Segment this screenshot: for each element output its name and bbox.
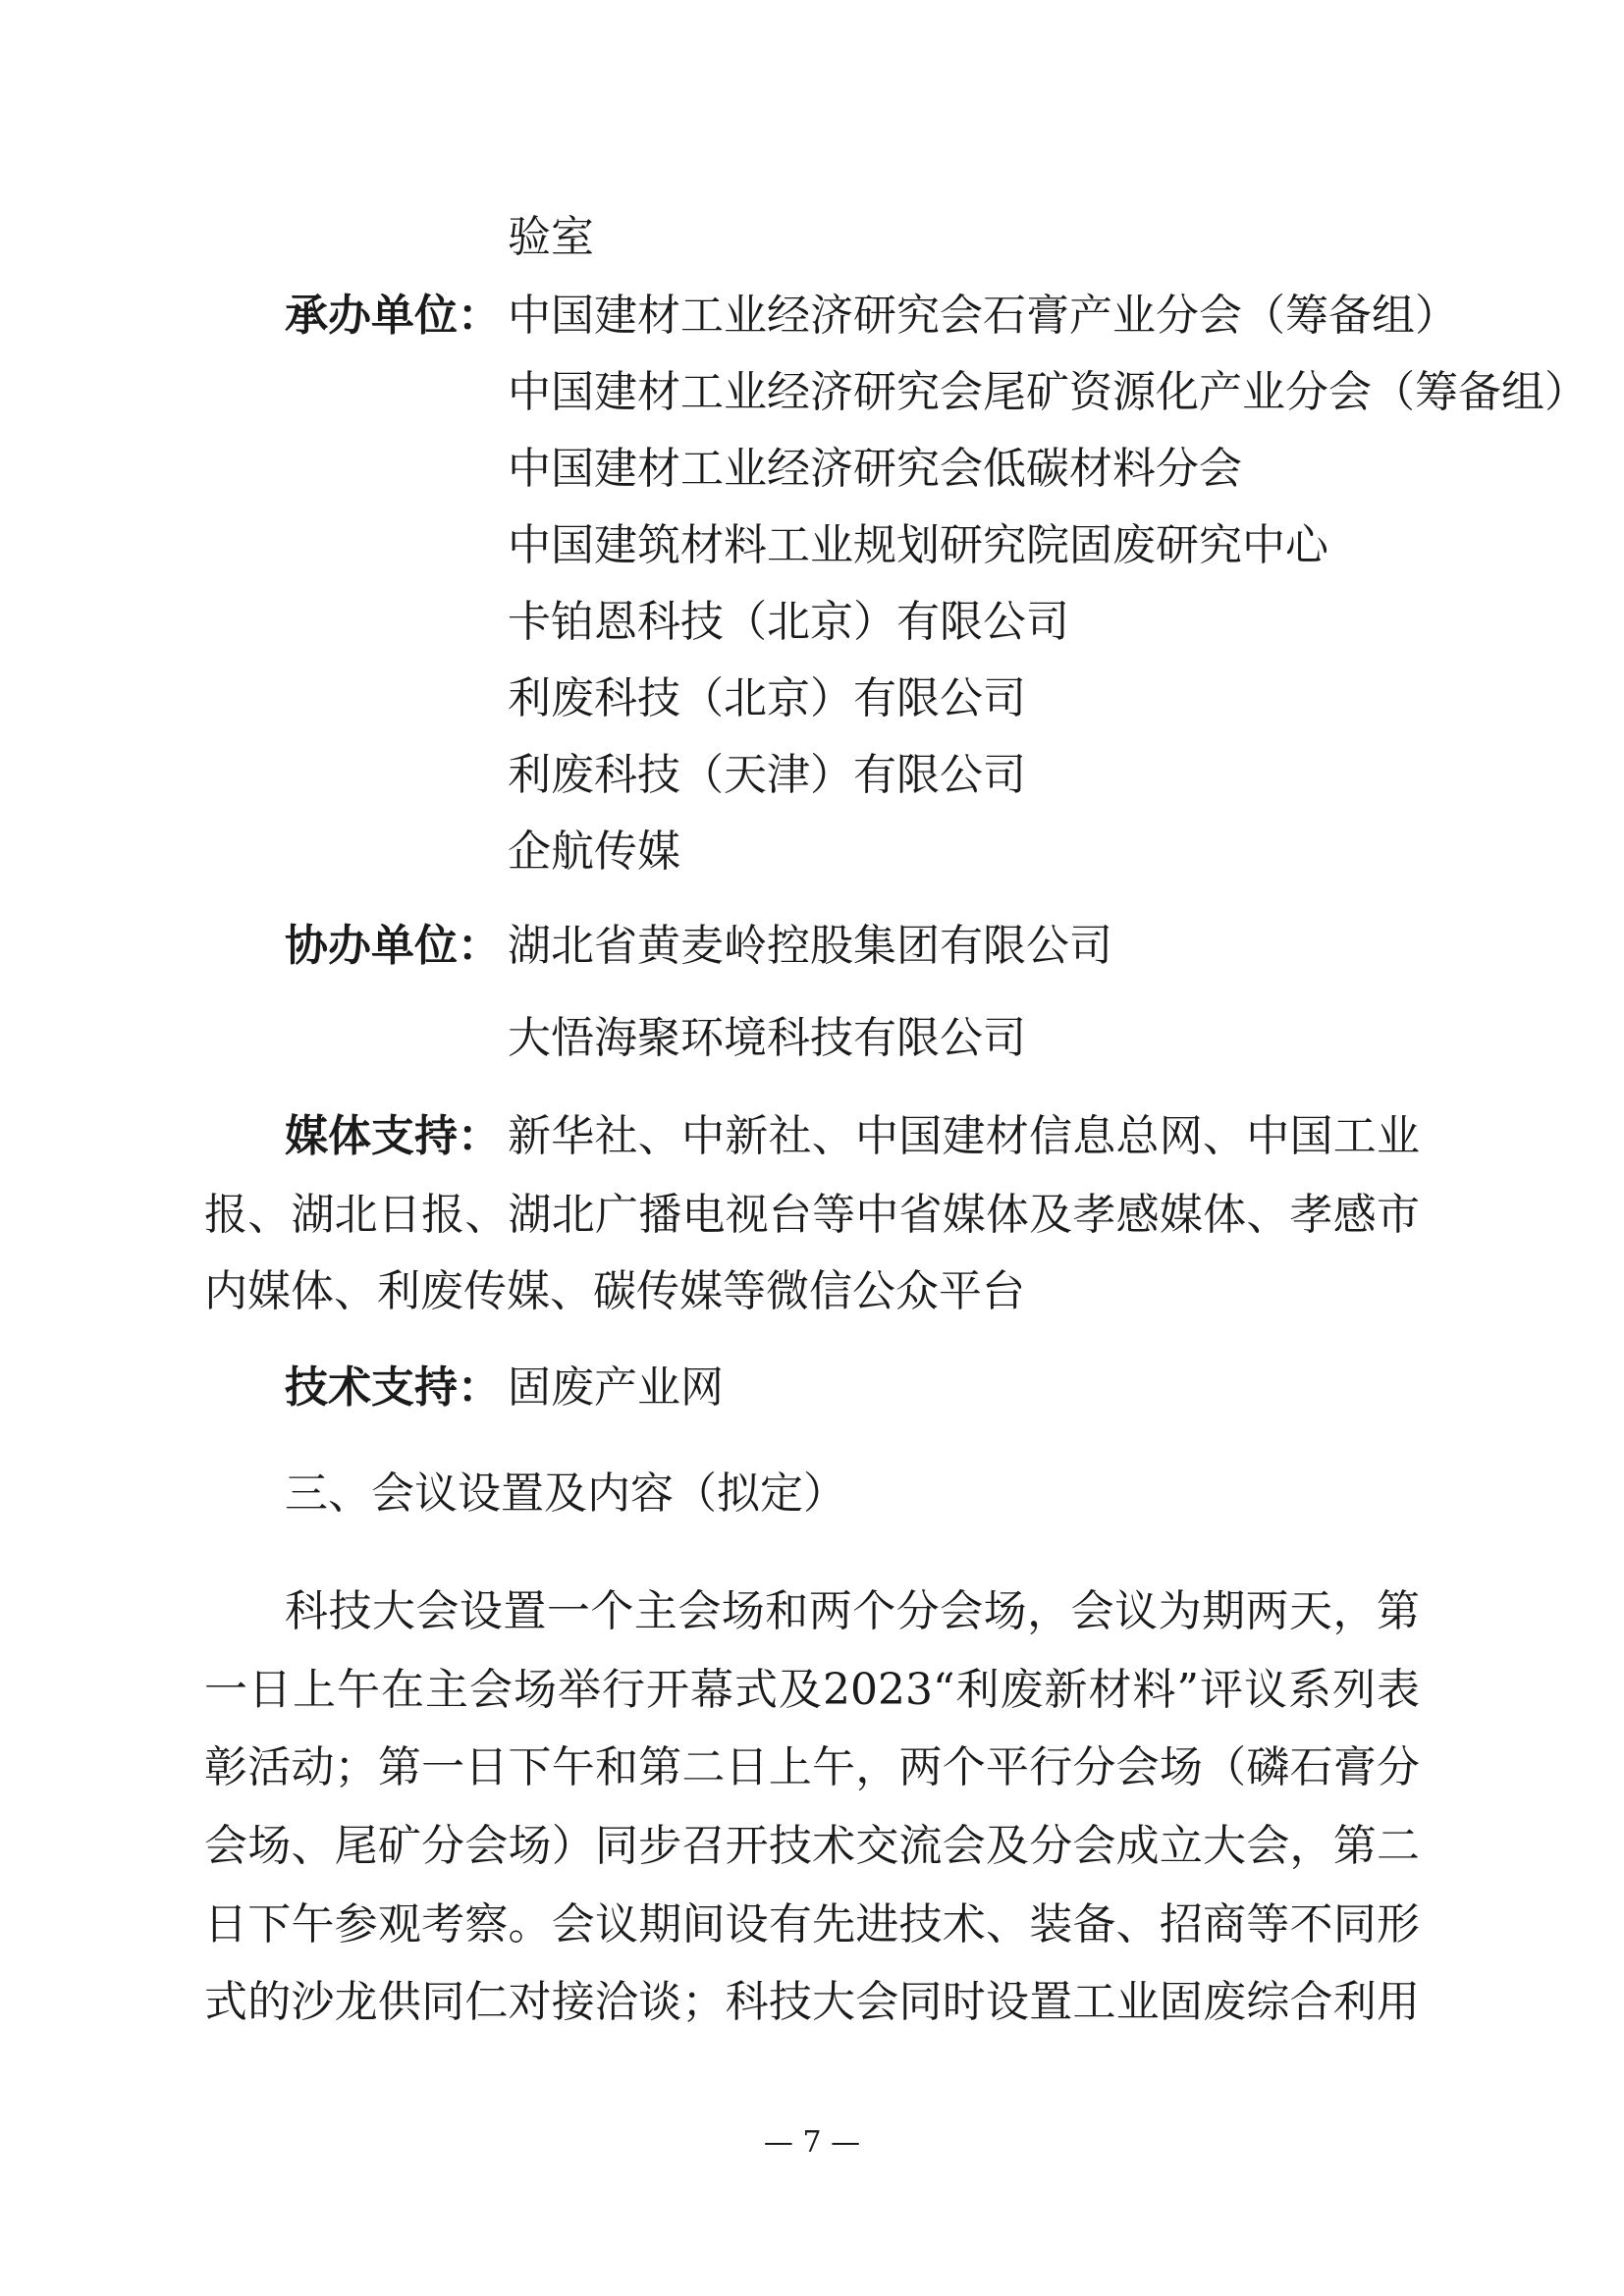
page-number: — 7 —: [763, 2125, 861, 2160]
tech-support-label: 技术支持：: [285, 1362, 501, 1413]
organizer-item: 利废科技（北京）有限公司: [508, 673, 1026, 723]
paragraph-line: 一日上午在主会场举行开幕式及2023“利废新材料”评议系列表: [204, 1665, 1420, 1715]
co-organizer-label: 协办单位：: [285, 921, 501, 971]
co-organizer-item: 湖北省黄麦岭控股集团有限公司: [508, 921, 1112, 971]
tech-support-value: 固废产业网: [508, 1362, 724, 1413]
paragraph-line: 式的沙龙供同仁对接洽谈；科技大会同时设置工业固废综合利用: [204, 1977, 1420, 2027]
organizer-item: 企航传媒: [508, 827, 680, 877]
media-support-line: 内媒体、利废传媒、碳传媒等微信公众平台: [204, 1266, 1025, 1316]
top-continuation-text: 验室: [508, 212, 594, 262]
organizer-item: 利废科技（天津）有限公司: [508, 750, 1026, 800]
paragraph-line: 科技大会设置一个主会场和两个分会场，会议为期两天，第: [285, 1586, 1420, 1636]
paragraph-line: 彰活动；第一日下午和第二日上午，两个平行分会场（磷石膏分: [204, 1742, 1420, 1792]
co-organizer-item: 大悟海聚环境科技有限公司: [508, 1013, 1026, 1063]
organizer-item: 卡铂恩科技（北京）有限公司: [508, 597, 1069, 647]
organizer-label: 承办单位：: [285, 291, 501, 341]
organizer-item: 中国建材工业经济研究会低碳材料分会: [508, 444, 1242, 494]
media-support-label: 媒体支持：: [285, 1111, 501, 1161]
media-support-line: 报、湖北日报、湖北广播电视台等中省媒体及孝感媒体、孝感市: [204, 1190, 1420, 1240]
media-support-line: 新华社、中新社、中国建材信息总网、中国工业: [508, 1111, 1420, 1161]
section-heading: 三、会议设置及内容（拟定）: [285, 1468, 846, 1519]
organizer-item: 中国建材工业经济研究会尾矿资源化产业分会（筹备组）: [508, 367, 1588, 417]
paragraph-line: 日下午参观考察。会议期间设有先进技术、装备、招商等不同形: [204, 1899, 1420, 1949]
paragraph-line: 会场、尾矿分会场）同步召开技术交流会及分会成立大会，第二: [204, 1821, 1420, 1871]
organizer-item: 中国建材工业经济研究会石膏产业分会（筹备组）: [508, 291, 1458, 341]
organizer-item: 中国建筑材料工业规划研究院固废研究中心: [508, 520, 1328, 570]
